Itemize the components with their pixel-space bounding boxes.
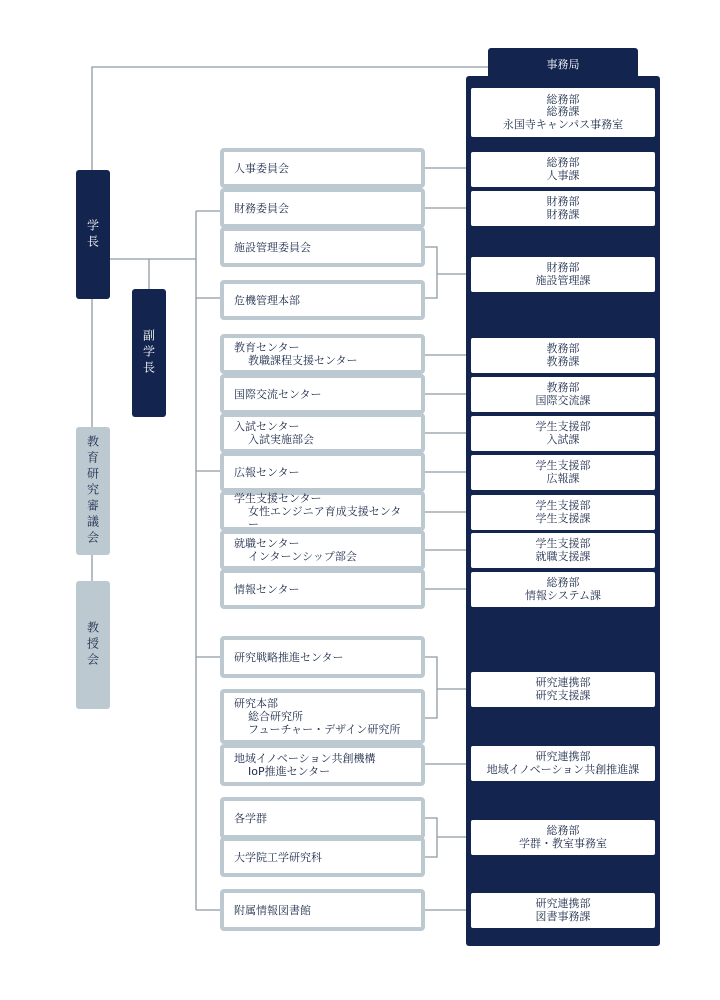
office-line: 学生支援部 [535, 420, 591, 433]
office-box-academic-affairs [471, 338, 655, 373]
center-box-regional-innovation [220, 744, 425, 786]
center-box-library [220, 889, 425, 931]
president-box: 学長 [76, 170, 110, 299]
vice-president-box: 副学長 [132, 289, 166, 417]
office-title: 事務局 [488, 48, 638, 80]
center-subline: 女性エンジニア育成支援センター [248, 504, 402, 531]
office-line: 国際交流課 [535, 393, 591, 407]
center-box-graduate-school [220, 837, 425, 877]
office-box-admissions [471, 416, 655, 451]
center-box-admission-center [220, 413, 425, 453]
office-line: 広報課 [546, 471, 580, 485]
office-line: 財務部 [546, 261, 580, 274]
office-box-information-systems [471, 572, 655, 607]
center-line: 附属情報図書館 [234, 903, 311, 917]
center-line: 学生支援センター [234, 491, 322, 505]
center-box-career-center [220, 530, 425, 570]
office-line: 学生支援部 [535, 499, 591, 512]
center-line: 大学院工学研究科 [234, 850, 322, 864]
office-box-general-affairs [471, 88, 655, 137]
center-subline: 入試実施部会 [248, 433, 314, 446]
center-line: 人事委員会 [234, 161, 289, 175]
center-subline: フューチャー・デザイン研究所 [248, 723, 401, 736]
center-box-research-strategy [220, 636, 425, 678]
office-box-school-office [471, 820, 655, 855]
office-line: 情報システム課 [525, 588, 601, 602]
center-line: 就職センター [234, 537, 300, 550]
office-box-career-support [471, 533, 655, 568]
office-line: 教務部 [546, 342, 580, 355]
center-box-education-center [220, 334, 425, 374]
center-box-zaimu-committee [220, 188, 425, 228]
office-line: 総務部 [546, 576, 580, 589]
center-line: 研究戦略推進センター [234, 650, 344, 664]
office-line: 教務部 [546, 381, 580, 394]
office-line: 入試課 [546, 432, 580, 446]
office-box-personnel [471, 152, 655, 187]
office-line: 財務課 [546, 207, 580, 221]
center-subline: IoP推進センター [248, 765, 331, 778]
office-line: 財務部 [546, 195, 580, 208]
center-line: 研究本部 [234, 697, 278, 710]
office-line: 学生支援部 [535, 459, 591, 472]
center-line: 広報センター [234, 465, 300, 479]
center-line: 教育センター [234, 341, 300, 354]
center-box-international-center [220, 374, 425, 414]
center-box-research-headquarters [220, 689, 425, 744]
office-box-regional-innovation [471, 746, 655, 781]
office-line: 研究支援課 [535, 688, 591, 702]
center-box-information-center [220, 569, 425, 609]
office-line: 学群・教室事務室 [519, 836, 607, 850]
center-box-jinji-committee [220, 148, 425, 188]
office-line: 総務部 [546, 92, 580, 106]
center-line: 施設管理委員会 [234, 240, 311, 254]
office-line: 研究連携部 [535, 897, 591, 910]
center-line: 危機管理本部 [234, 293, 300, 307]
center-line: 財務委員会 [234, 201, 289, 215]
office-line: 教務課 [546, 354, 580, 368]
center-box-pr-center [220, 452, 425, 492]
center-box-crisis-management [220, 280, 425, 320]
center-box-facility-committee [220, 227, 425, 267]
office-line: 総務課 [546, 105, 580, 119]
office-box-international-exchange [471, 377, 655, 412]
center-line: 地域イノベーション共創機構 [234, 752, 376, 765]
faculty-council-box: 教授会 [76, 581, 110, 709]
center-subline: 総合研究所 [248, 710, 303, 723]
office-box-student-support [471, 495, 655, 530]
office-box-public-relations [471, 455, 655, 490]
office-line: 就職支援課 [535, 549, 591, 563]
education-research-council-box: 教育研究審議会 [76, 427, 110, 555]
office-line: 学生支援課 [535, 511, 591, 525]
office-line: 学生支援部 [535, 537, 591, 550]
office-line: 地域イノベーション共創推進課 [486, 762, 640, 776]
office-line: 永国寺キャンパス事務室 [502, 117, 624, 131]
center-line: 情報センター [234, 582, 300, 596]
office-box-library-affairs [471, 893, 655, 928]
center-line: 国際交流センター [234, 387, 322, 401]
office-line: 総務部 [546, 156, 580, 169]
office-line: 人事課 [546, 168, 580, 182]
office-line: 図書事務課 [535, 909, 591, 923]
center-box-schools [220, 797, 425, 839]
center-subline: インターンシップ部会 [248, 550, 357, 563]
center-subline: 教職課程支援センター [248, 354, 358, 367]
office-box-finance [471, 191, 655, 226]
center-line: 各学群 [234, 811, 267, 825]
office-line: 総務部 [546, 824, 580, 837]
center-box-student-support-center [220, 491, 425, 531]
office-line: 施設管理課 [535, 273, 591, 287]
office-box-facility-management [471, 257, 655, 292]
office-line: 研究連携部 [535, 750, 591, 763]
office-line: 研究連携部 [535, 676, 591, 689]
office-box-research-support [471, 672, 655, 707]
center-line: 入試センター [234, 420, 300, 433]
